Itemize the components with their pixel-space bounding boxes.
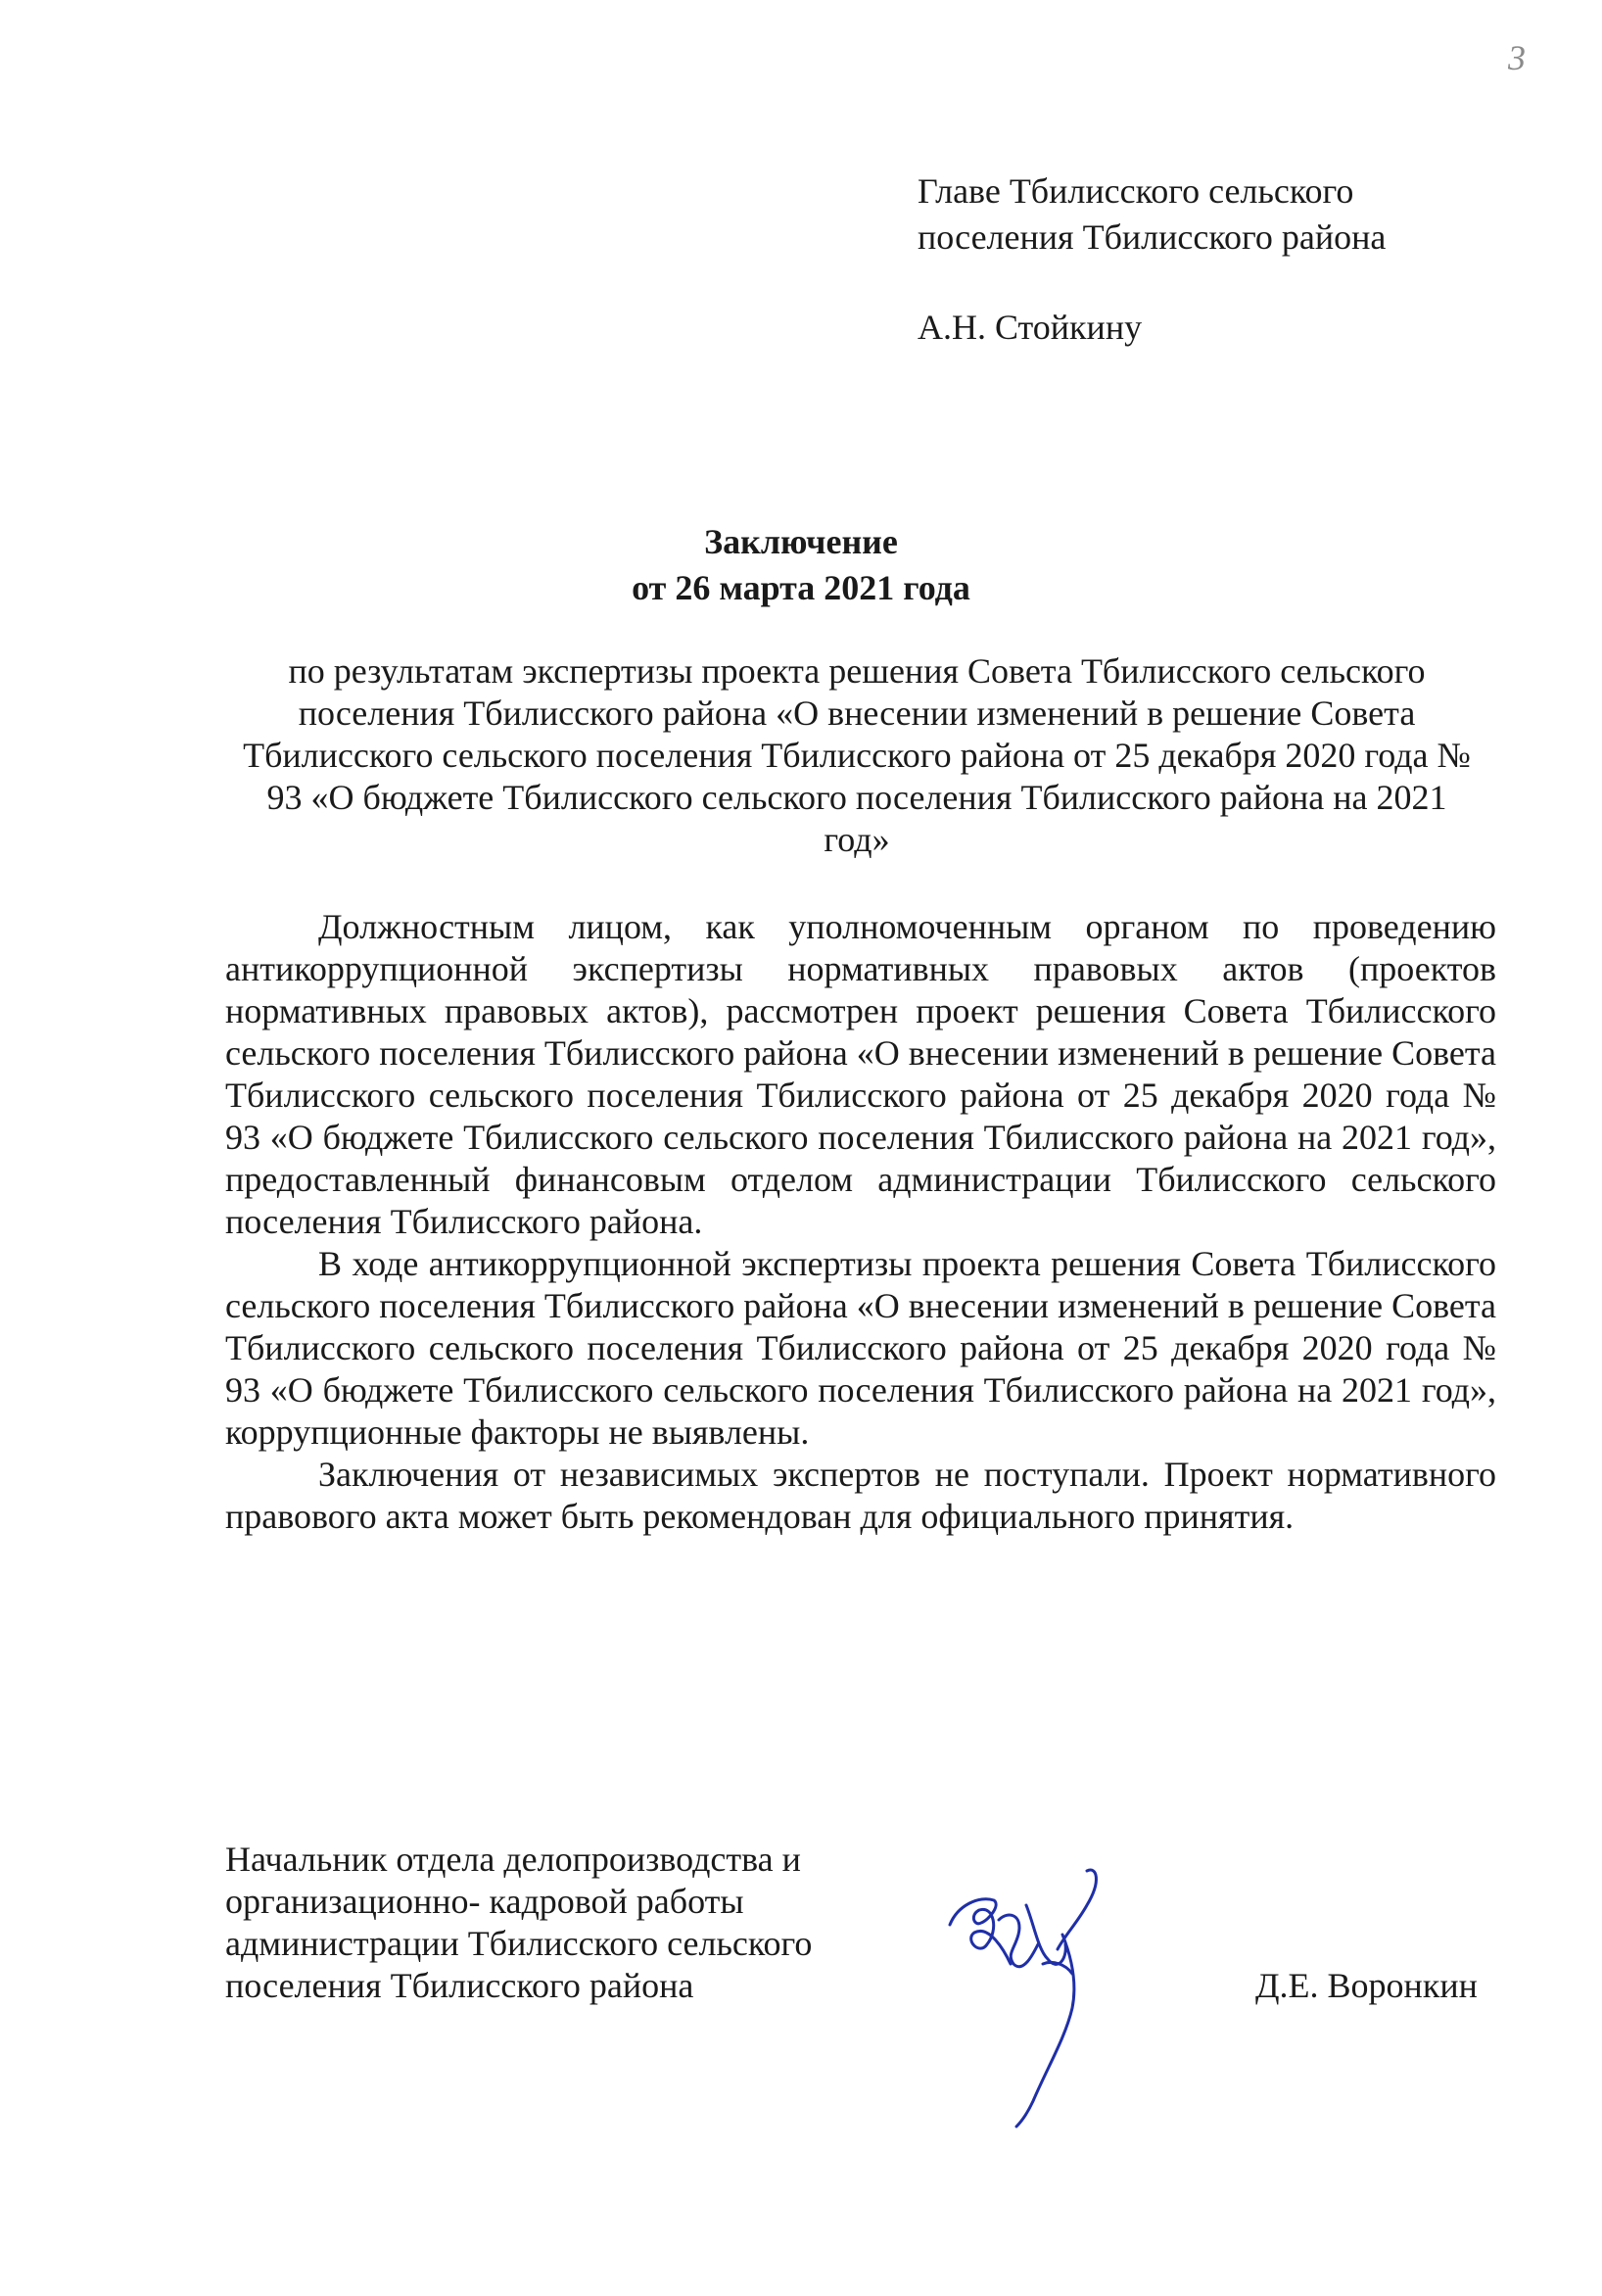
signatory-position bbox=[225, 1839, 812, 2007]
addressee-line: поселения Тбилисского района bbox=[918, 217, 1387, 257]
position-line: администрации Тбилисского сельского bbox=[225, 1924, 813, 1963]
body-paragraph: В ходе антикоррупционной экспертизы проекта решения Совета Тбилисского сельского поселения Тбилисского района «О внесении изменений в решение Совета Тбилисского сельского поселения Тбилисского района от 25 декабря 2020 года № 93 «О бюджете Тбилисского сельского поселения Тбилисского района на 2021 год», коррупционные факторы не выявлены. bbox=[225, 1244, 1496, 1452]
position-line: поселения Тбилисского района bbox=[225, 1966, 694, 2005]
title-heading: Заключение bbox=[704, 522, 898, 561]
document-body bbox=[225, 906, 1496, 1538]
page-number: 3 bbox=[1508, 38, 1526, 77]
addressee-name: А.Н. Стойкину bbox=[918, 308, 1143, 347]
position-line: Начальник отдела делопроизводства и bbox=[225, 1840, 801, 1879]
title-date: от 26 марта 2021 года bbox=[632, 568, 970, 607]
body-paragraph: Должностным лицом, как уполномоченным органом по проведению антикоррупционной экспертизы нормативных правовых актов (проектов нормативных правовых актов), рассмотрен проект решения Совета Тбилисского сельского поселения Тбилисского района «О внесении изменений в решение Совета Тбилисского сельского поселения Тбилисского района от 25 декабря 2020 года № 93 «О бюджете Тбилисского сельского поселения Тбилисского района на 2021 год», предоставленный финансовым отделом администрации Тбилисского сельского поселения Тбилисского района. bbox=[225, 907, 1496, 1241]
handwritten-signature bbox=[940, 1866, 1155, 2130]
addressee-block bbox=[918, 168, 1386, 351]
addressee-line: Главе Тбилисского сельского bbox=[918, 171, 1354, 211]
signature-ink bbox=[950, 1870, 1096, 2127]
position-line: организационно- кадровой работы bbox=[225, 1882, 744, 1921]
document-title bbox=[0, 519, 1602, 611]
document-subject: по результатам экспертизы проекта решения Совета Тбилисского сельского поселения Тбилисского района «О внесении изменений в решение Совета Тбилисского сельского поселения Тбилисского района от 25 декабря 2020 года № 93 «О бюджете Тбилисского сельского поселения Тбилисского района на 2021 год» bbox=[243, 651, 1471, 859]
signatory-name: Д.Е. Воронкин bbox=[1255, 1966, 1478, 2005]
body-paragraph: Заключения от независимых экспертов не поступали. Проект нормативного правового акта может быть рекомендован для официального принятия. bbox=[225, 1455, 1496, 1536]
